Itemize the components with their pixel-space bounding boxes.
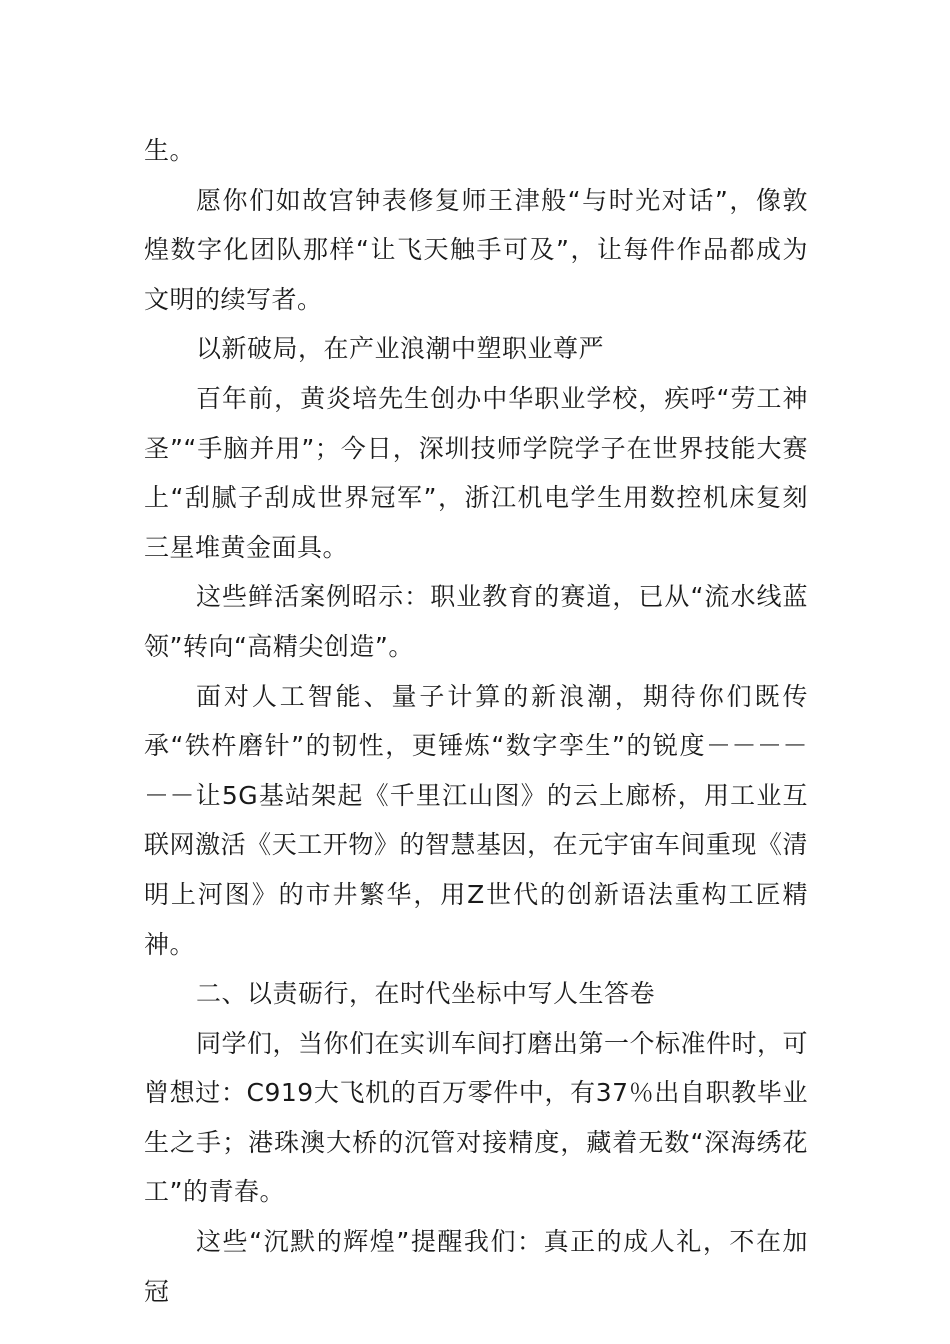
section-heading-responsibility: 二、以责砺行，在时代坐标中写人生答卷 bbox=[196, 979, 656, 1009]
paragraph-silent-glory: 这些“沉默的辉煌”提醒我们：真正的成人礼，不在加冠 bbox=[144, 1227, 808, 1306]
paragraph-students: 同学们，当你们在实训车间打磨出第一个标准件时，可曾想过：C919大飞机的百万零件中，有37％出自职教毕业生之手；港珠澳大桥的沉管对接精度，藏着无数“深海绣花工”的青春。 bbox=[144, 1028, 809, 1207]
paragraph-continuation: 生。 bbox=[144, 136, 196, 165]
paragraph-wish: 愿你们如故宫钟表修复师王津般“与时光对话”，像敦煌数字化团队那样“让飞天触手可及”，让每件作品都成为文明的续写者。 bbox=[144, 185, 808, 314]
body-text bbox=[144, 126, 808, 1316]
paragraph-new-wave: 面对人工智能、量子计算的新浪潮，期待你们既传承“铁杵磨针”的韧性，更锤炼“数字孪生”的锐度－－－－－－让5G基站架起《千里江山图》的云上廊桥，用工业互联网激活《天工开物》的智慧基因，在元宇宙车间重现《清明上河图》的市井繁华，用Z世代的创新语法重构工匠精神。 bbox=[144, 681, 808, 959]
paragraph-cases: 这些鲜活案例昭示：职业教育的赛道，已从“流水线蓝领”转向“高精尖创造”。 bbox=[144, 582, 808, 661]
section-heading-innovation: 以新破局，在产业浪潮中塑职业尊严 bbox=[196, 334, 605, 364]
paragraph-history: 百年前，黄炎培先生创办中华职业学校，疾呼“劳工神圣”“手脑并用”；今日，深圳技师学院学子在世界技能大赛上“刮腻子刮成世界冠军”，浙江机电学生用数控机床复刻三星堆黄金面具。 bbox=[144, 383, 808, 562]
